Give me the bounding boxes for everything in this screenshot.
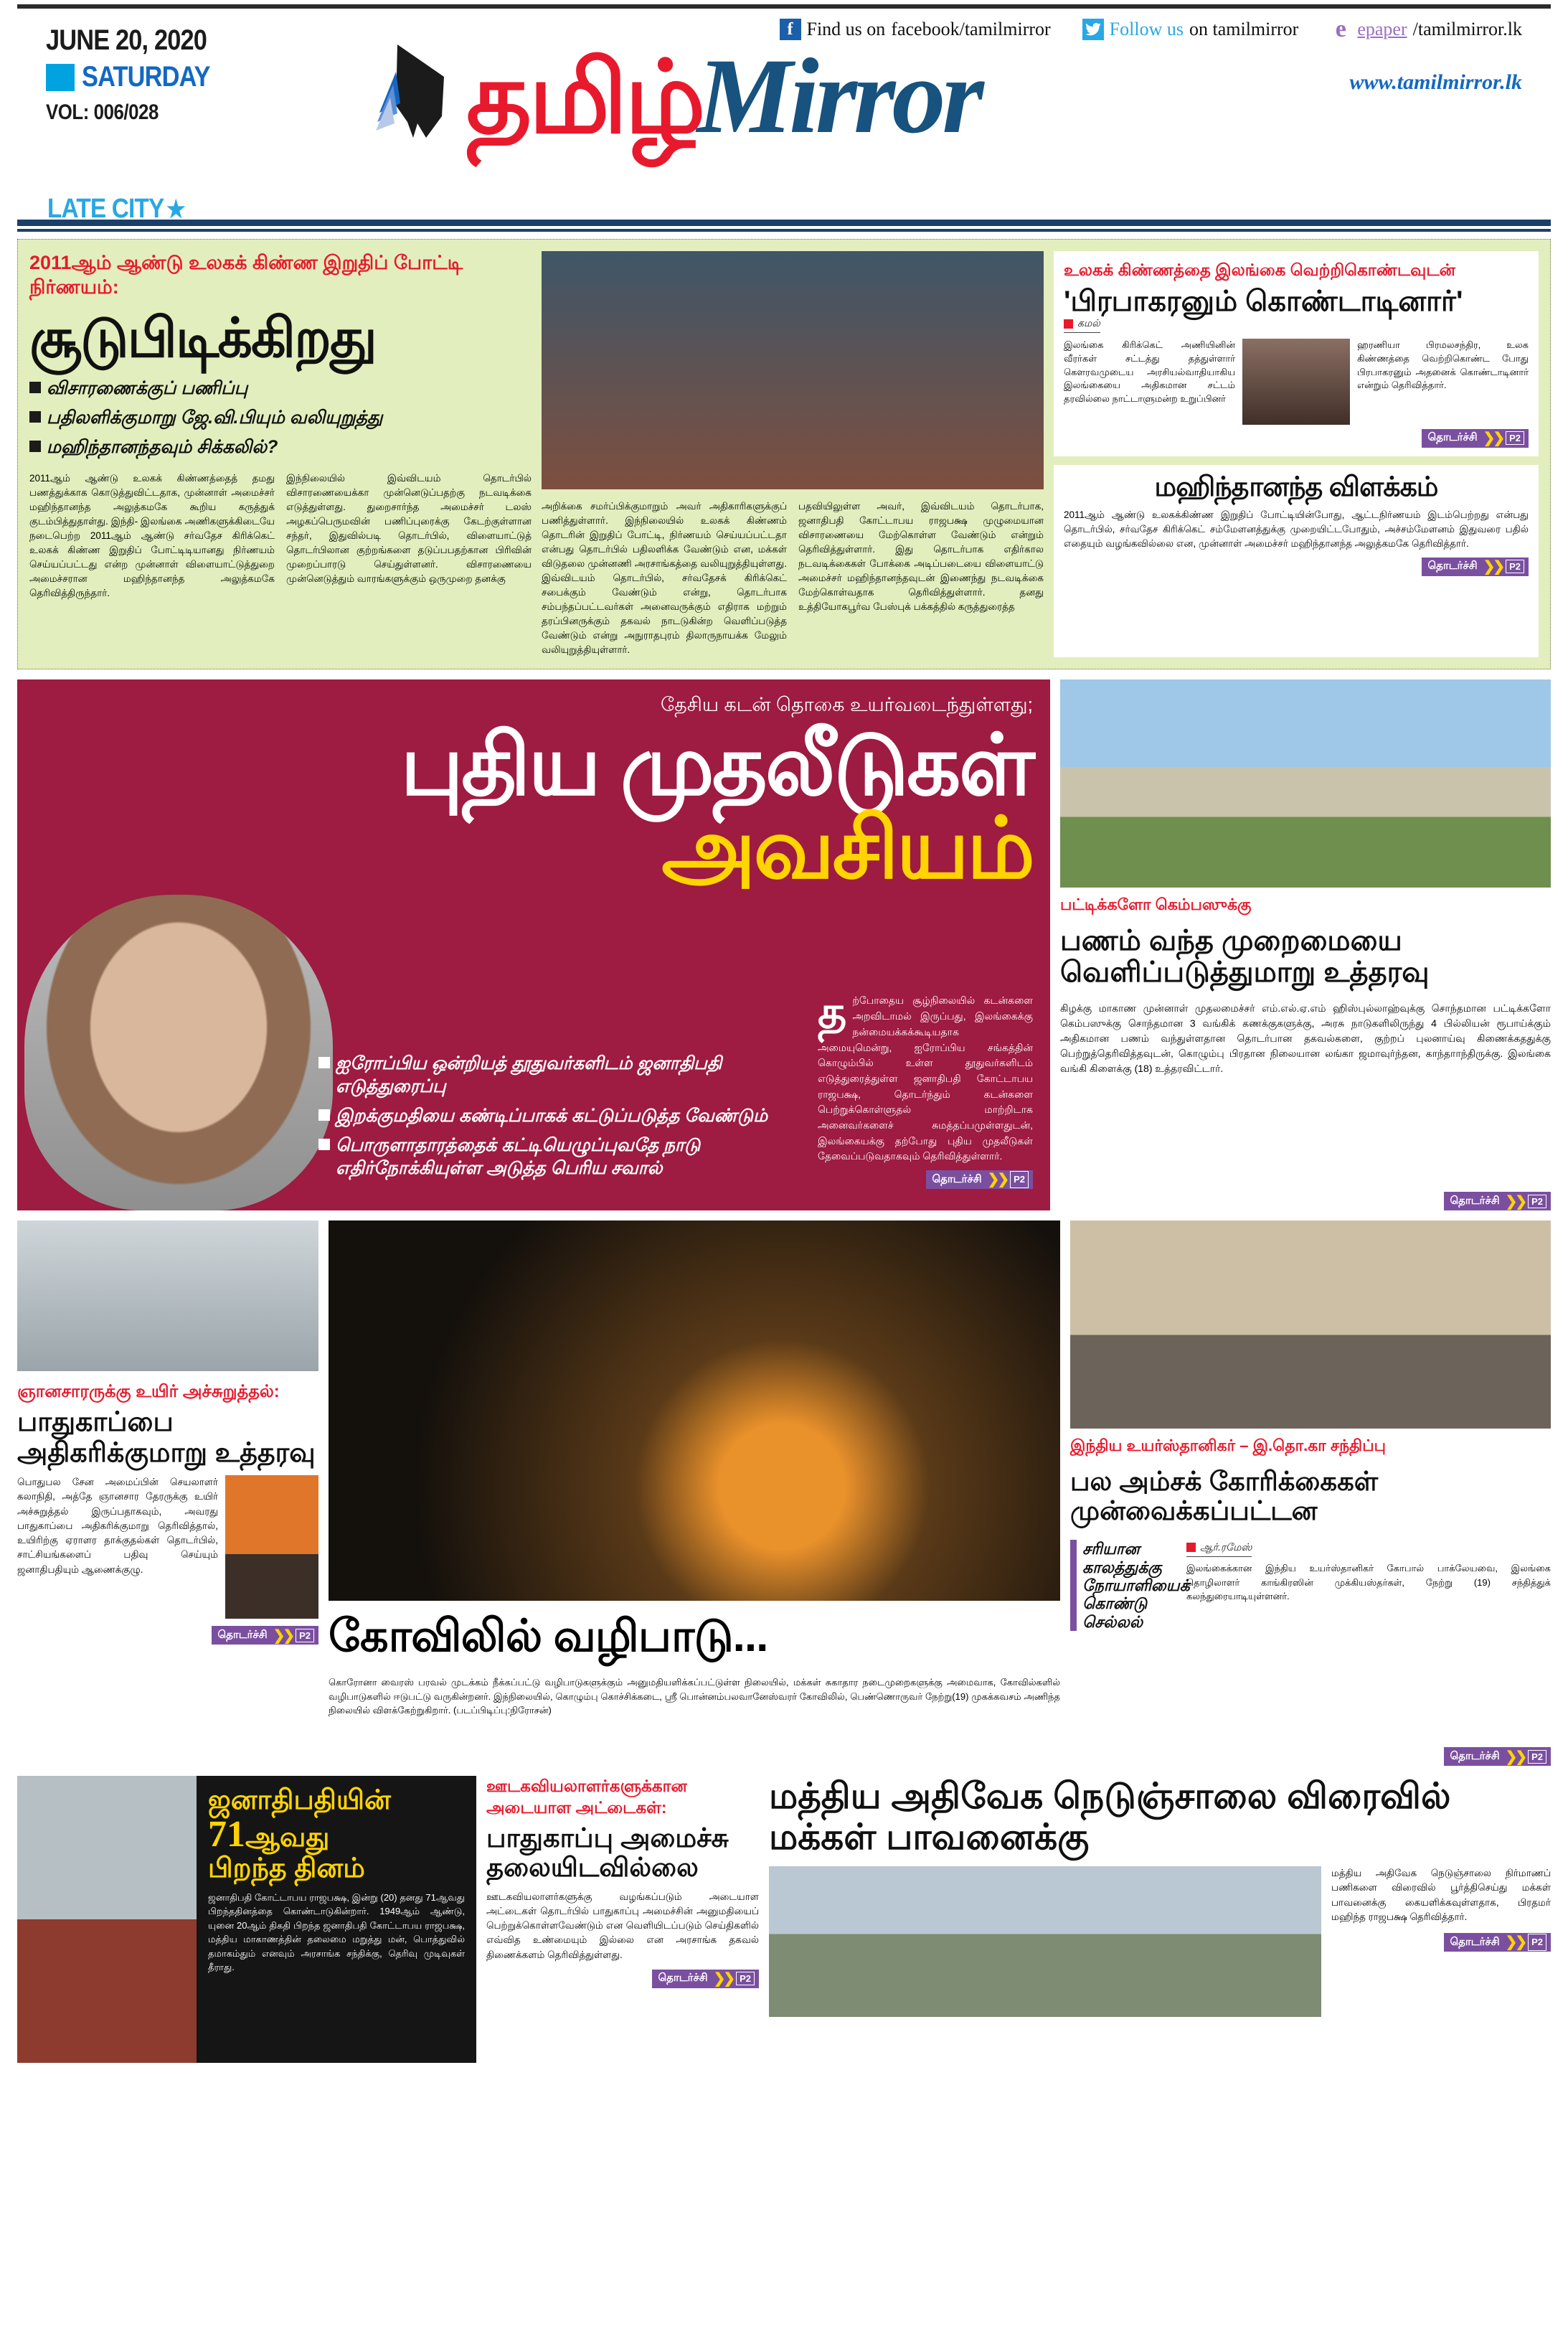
list-item [29, 378, 532, 401]
monk-photo-top [17, 1220, 318, 1371]
eagle-logo-icon [376, 37, 462, 145]
monk-portrait-photo [225, 1475, 318, 1619]
prabhakaran-story [1054, 251, 1539, 456]
edition-text: LATE CITY [47, 194, 164, 224]
byline [1064, 317, 1100, 333]
body-column: இலங்கை கிரிக்கெட் அணியினின் வீரர்கள் சட்டத்து தத்துள்ளார் கௌரவமுடைய அரசியல்வாதியாகிய இலங்கையை அதிகமான சட்டம் தரவில்லை நாட்டாளுமன்ற உறுப்பினர் [1064, 339, 1235, 405]
investment-headline-secondary: அவசியம் [661, 801, 1033, 896]
date-block [46, 24, 283, 125]
cricket-bullets [29, 378, 532, 460]
continuation-page: P2 [1506, 431, 1524, 445]
top-news-section [17, 239, 1551, 669]
media-id-body: ஊடகவியலாளர்களுக்கு வழங்கப்படும் அடையாள அட்டைகள் தொடர்பில் பாதுகாப்பு அமைச்சின் அனுமதியைப் பெற்றுக்கொள்ளவேண்டும் என வெளியிடப்படும் செய்திகளில் எவ்வித உண்மையும் இல்லை என அரசாங்க தகவல் திணைக்களம் தெரிவித்துள்ளது. [486, 1891, 759, 1960]
twitter-icon [1082, 19, 1104, 40]
woman-speaker-photo [1242, 339, 1350, 425]
chevron-right-icon: ❯❯ [987, 1171, 1008, 1187]
investment-body-text: ற்போதைய சூழ்நிலையில் கடன்களை அறவிடாமல் இருப்பது, இலங்கைக்கு நன்மையக்கக்கூடியதாக அமையுமென்று, ஐரோப்பிய சங்கத்தின் கொழும்பில் உள்ள தூதுவர்களிடம் எடுத்துரைத்துள்ள ஜனாதிபதி கோட்டாபய ராஜபக்ஷ, தொடர்ந்தும் கடன்களை பெற்றுக்கொள்ளுதல் மாற்றிடாக அனைவர்களைச் சுமத்தப்பமுள்ளதுடன், இலங்கையக்கு தற்போது புதிய முதலீடுகள் தேவைப்படுவதாகவும் தெரிவித்துள்ளார். [818, 994, 1033, 1162]
investment-story [17, 679, 1050, 1210]
media-id-story [486, 1776, 759, 2063]
birthday-story [17, 1776, 476, 2063]
top-right-stories [1054, 251, 1539, 657]
birthday-number: 71 [208, 1814, 245, 1855]
bullet-square-icon [29, 411, 41, 423]
byline-name: ஆர்.ரமேஸ் [1200, 1541, 1252, 1553]
expressway-inspection-photo [769, 1866, 1321, 2017]
list-item [29, 408, 532, 431]
gnanasara-body: பொதுபல சேன அமைப்பின் செயலாளர் கலாநிதி, அத்தே ஞானசார தேரருக்கு உயிர் அச்சுறுத்தல் இருப்பதாகவும், அவரது பாதுகாப்பை அதிகரிக்குமாறு தெரிவித்தால், உயிரிற்கு ஏராளர தாக்குதல்கள் தொடர்பில், சாட்சியங்களைப் பதிவு செய்யும் ஜனாதிபதியும் ஆணைக்குழு. [17, 1477, 218, 1575]
list-item [29, 437, 532, 460]
quote-text: சரியான காலத்துக்கு நோயாளியைக் கொண்டு செல்லல் [1082, 1540, 1190, 1631]
continuation-page: P2 [736, 1972, 755, 1985]
body-column: அறிக்கை சமர்ப்பிக்குமாறும் அவர் அதிகாரிகளுக்குப் பணித்துள்ளார். இந்நிலையில் உலகக் கிண்ணம் தொடரின் இறுதிப் போட்டி, நிர்ணயம் செய்யப்பட்டதா என்பது தொடர்பில் பதிலளிக்க வேண்டும் என, மக்கள் விடுதலை முன்னணி அரசாங்கத்தை வலியுறுத்தியுள்ளது. இவ்விடயம் தொடர்பில், சர்வதேசக் கிரிக்கெட் சபைக்கும் வேண்டும் என்று, தொடர்பாக சம்பந்தப்பட்டவர்கள் அனைவருக்கும் எதிராக மற்றும் தரப்பினருக்கும் தகவல் நாடடுகின்ற வெளிப்படுத்த வேண்டும் என்று அநுராதபுரம் திலாருநாயக்க மேலும் வலியுறுத்தியுள்ளார். [542, 501, 787, 656]
twitter-highlight: Follow us [1109, 19, 1184, 39]
temple-caption-body: கொரோனா வைரஸ் பரவல் முடக்கம் நீக்கப்பட்டு வழிபாடுகளுக்கும் அனுமதியளிக்கப்பட்டுள்ள நிலையில், மக்கள் சுகாதார நடைமுறைகளுக்கு அமைவாக, கோவில்களில் வழிபாடுகளில் ஈடுபட்டு வருகின்றனர். இந்நிலையில், கொழும்பு கொச்சிக்கடை, ஸ்ரீ பொன்னம்பலவானேஸ்வரர் கோவிலில், பெண்ணொருவர் நேற்று(19) முகக்கவசம் அணிந்த நிலையில் விளக்கேற்றுகிறார். (படப்பிடிப்பு:நிரோசன்) [329, 1677, 1060, 1716]
cricket-kicker: 2011ஆம் ஆண்டு உலகக் கிண்ண இறுதிப் போட்டி நிர்ணயம்: [29, 252, 463, 298]
byline-square-icon [1186, 1543, 1196, 1552]
body-column: 2011ஆம் ஆண்டு உலகக் கிண்ணத்தைத் தமது பணத்துக்காக கொடுத்துவிட்டதாக, முன்னாள் அமைச்சர் மஹிந்தானந்த அலுத்கமகே கூறிய கருத்துக் குடம்பித்துதாள்து. இந்தி- இலங்கை அணிகளுக்கிடையே நடைபெற்ற 2011ஆம் ஆண்டு சர்வதேச கிரிக்கெட் உலகக் கிண்ண இறுதிப் போட்டிடியானது நிர்ணயம் செய்யப்பட்டது என்ற முன்னாள் விளையாட்டுத்துறை அமைச்சரான மஹிந்தானந்த அலுத்கமகே தெரிவித்திருந்தார். [29, 473, 275, 599]
continuation-label: தொடர்ச்சி [658, 1972, 708, 1985]
edition-label [47, 194, 185, 225]
investment-headline-primary: புதிய முதலீடுகள் [400, 718, 1033, 813]
continuation-label: தொடர்ச்சி [1450, 1749, 1500, 1762]
bullet-text: மஹிந்தானந்தவும் சிக்கலில்? [47, 437, 278, 458]
main-news-section [17, 679, 1551, 1210]
birthday-line2: ஆவது [245, 1822, 330, 1853]
list-item [318, 1106, 792, 1129]
expressway-story [769, 1776, 1551, 2063]
birthday-line3: பிறந்த தினம் [208, 1853, 365, 1884]
continuation-label: தொடர்ச்சி [932, 1173, 982, 1186]
commissioner-headline: பல அம்சக் கோரிக்கைகள் முன்வைக்கப்பட்டன [1070, 1466, 1379, 1526]
volume-number: VOL: 006/028 [46, 100, 159, 124]
chevron-right-icon: ❯❯ [1505, 1193, 1526, 1210]
continuation-label: தொடர்ச்சி [217, 1628, 268, 1641]
mahindananda-headline: மஹிந்தானந்த விளக்கம் [1154, 471, 1438, 502]
body-column: ஹரணியா பிரமலசந்திர, உலக கிண்ணத்தை வெற்றிகொண்ட போது பிரபாகரனும் அதனைக் கொண்டாடினார் என்றும் தெரிவித்தார். [1357, 339, 1529, 391]
bullet-text: பதிலளிக்குமாறு ஜே.வி.பியும் வலியுறுத்து [47, 408, 383, 428]
investment-overline: தேசிய கடன் தொகை உயர்வடைந்துள்ளது; [660, 694, 1033, 715]
twitter-link[interactable] [1082, 19, 1299, 40]
continuation-label: தொடர்ச்சி [1427, 431, 1478, 444]
cricket-body-columns [29, 471, 532, 601]
temple-caption-title: கோவிலில் வழிபாடு... [329, 1612, 768, 1661]
chevron-right-icon: ❯❯ [1483, 559, 1503, 575]
mahindananda-story [1054, 465, 1539, 657]
cricket-photo-column [542, 251, 1044, 657]
bullet-square-icon [29, 382, 41, 393]
epaper-highlight: epaper [1357, 19, 1407, 39]
chevron-right-icon: ❯❯ [713, 1971, 734, 1988]
byline [1186, 1540, 1252, 1557]
website-url: www.tamilmirror.lk [1349, 70, 1522, 94]
masthead-rule [17, 220, 1551, 226]
bullet-text: விசாரணைக்குப் பணிப்பு [47, 378, 248, 399]
facebook-handle: facebook/tamilmirror [891, 19, 1051, 39]
continuation-page: P2 [1506, 560, 1524, 573]
birthday-body: ஜனாதிபதி கோட்டாபய ராஜபக்ஷ, இன்று (20) தனது 71ஆவது பிறந்ததினத்தை கொண்டாடுகின்றார். 1949ஆம் ஆண்டு, யுனை 20ஆம் திகதி பிறந்த ஜனாதிபதி கோட்டாபய ராஜபக்ஷ, மத்திய மாகாணத்தின் தலைமை மறுத்து மன், பொத்துவில் தமாகம்தும் எனவும் அரசாங்க சந்திக்கு, தெரிவு முடிவுகள் தீராது. [208, 1891, 465, 1973]
quote-bar-icon [1070, 1540, 1077, 1630]
publication-day: SATURDAY [82, 61, 210, 93]
expressway-body: மத்திய அதிவேக நெடுஞ்சாலை நிர்மாணப் பணிகளை விரைவில் பூர்த்திசெய்து மக்கள் பாவனைக்கு கையளிக்கவுள்ளதாக, பிரதமர் மஹிந்த ராஜபக்ஷ தெரிவித்தார். [1331, 1868, 1551, 1922]
investment-bullets [318, 1053, 792, 1187]
continuation-page: P2 [1528, 1195, 1546, 1208]
twitter-handle: on tamilmirror [1189, 19, 1299, 39]
continuation-label: தொடர்ச்சி [1427, 560, 1478, 573]
batticaloa-campus-story [1060, 679, 1551, 1210]
bullet-text: இறக்குமதியை கண்டிப்பாகக் கட்டுப்படுத்த வேண்டும் [336, 1106, 768, 1126]
chevron-right-icon: ❯❯ [1505, 1934, 1526, 1950]
logo-tamil-text: தமிழ் [466, 41, 703, 154]
chevron-right-icon: ❯❯ [1505, 1749, 1526, 1765]
facebook-prefix: Find us on [806, 19, 886, 39]
commissioner-kicker: இந்திய உயர்ஸ்தானிகர் – இ.தொ.கா சந்திப்பு [1070, 1436, 1386, 1454]
cricket-celebration-photo [542, 251, 1044, 489]
star-icon: ★ [166, 195, 185, 223]
commissioner-body: இலங்கைக்கான இந்திய உயர்ஸ்தானிகர் கோபால் பாக்லேயவை, இலங்கை தொழிலாளர் காங்கிரஸின் முக்கியஸ்தர்கள், நேற்று (19) சந்தித்துக் கலந்துரையாடியுள்ளனர். [1186, 1563, 1551, 1602]
bullet-square-icon [29, 441, 41, 452]
continuation-badge[interactable] [926, 1170, 1033, 1189]
delegation-group-photo [1070, 1220, 1551, 1429]
facebook-icon: f [780, 19, 801, 40]
bottom-news-section [17, 1776, 1551, 2063]
continuation-label: தொடர்ச்சி [1450, 1935, 1500, 1948]
bullet-square-icon [318, 1139, 330, 1150]
epaper-url: /tamilmirror.lk [1412, 19, 1522, 39]
list-item [318, 1053, 792, 1099]
continuation-page: P2 [1528, 1934, 1546, 1951]
expressway-body-wrap [1331, 1866, 1551, 2017]
masthead [17, 9, 1551, 224]
media-id-kicker: ஊடகவியலாளர்களுக்கான அடையாள அட்டைகள்: [486, 1777, 687, 1817]
cricket-story [29, 251, 532, 657]
chevron-right-icon: ❯❯ [273, 1627, 293, 1644]
birthday-headline [208, 1786, 465, 1883]
publication-date: JUNE 20, 2020 [46, 24, 207, 56]
continuation-page: P2 [1528, 1750, 1546, 1764]
continuation-badge[interactable] [1444, 1192, 1551, 1210]
campus-kicker: பட்டிக்களோ கெம்பஸுக்கு [1060, 895, 1252, 913]
continuation-page: P2 [296, 1629, 314, 1642]
campus-body: கிழக்கு மாகாண முன்னாள் முதலமைச்சர் எம்.எல்.ஏ.எம் ஹிஸ்புல்லாஹ்வுக்கு சொந்தமான பட்டிக்களோ கெம்பஸுக்கு சொந்தமான 3 வங்கிக் கணக்குகளுக்கு, அரசு நாடுகளிலிருந்து 4 பில்லியன் ரூபாய்க்கும் அதிகமான பணம் வந்துள்ளதான தொடர்பான தகவல்களை, குற்றப் புலனாய்வு கிணைக்கததுக்கு பெற்றுத்தெரிவித்தவுடன், கொழும்பு பிரதான நிலையான லங்கா ஜமாவுர்ந்தன, காந்தாாந்திருக்கு. இலங்கை வங்கி கிளைக்கு (18) உத்தரவிட்டார். [1060, 1002, 1551, 1074]
media-id-headline: பாதுகாப்பு அமைச்சு தலையிடவில்லை [486, 1822, 729, 1883]
president-monk-photo [17, 1776, 197, 2063]
bullet-text: பொருளாதாரத்தைக் கட்டியெழுப்புவதே நாடு எதிர்நோக்கியுள்ள அடுத்த பெரிய சவால் [336, 1135, 701, 1178]
day-swatch [46, 64, 75, 91]
expressway-headline: மத்திய அதிவேக நெடுஞ்சாலை விரைவில் மக்கள் பாவனைக்கு [769, 1776, 1451, 1857]
continuation-badge[interactable] [1444, 1747, 1551, 1766]
pull-quote [1070, 1540, 1190, 1631]
president-portrait-photo [24, 895, 333, 1210]
continuation-label: தொடர்ச்சி [1450, 1194, 1500, 1207]
bullet-text: ஐரோப்பிய ஒன்றியத் தூதுவர்களிடம் ஜனாதிபதி எடுத்துரைப்பு [336, 1053, 722, 1096]
third-news-section [17, 1220, 1551, 1766]
investment-body [818, 988, 1033, 1189]
temple-oil-lamps-photo [329, 1220, 1060, 1601]
prabhakaran-headline: 'பிரபாகரனும் கொண்டாடினார்' [1064, 285, 1463, 317]
masthead-rule-thin [17, 229, 1551, 232]
byline-square-icon [1064, 319, 1073, 329]
parliament-building-photo [1060, 679, 1551, 888]
temple-worship-feature [329, 1220, 1060, 1766]
body-column: பதவியிலுள்ள அவர், இவ்விடயம் தொடர்பாக, ஜனாதிபதி கோட்டாபய ராஜபக்ஷ முழுமையான விசாரணையை மேற்கொள்ள வேண்டும் என்றும் தெரிவித்துள்ளார். இது தொடர்பாக எதிர்கால நடவடிக்கைகள் போக்கை அடிப்படையை விளையாட்டு அமைச்சர் மஹிந்தானந்தவுடன் இணைந்து நடவடிக்கை மேற்கொள்வதாக தெரிவித்துள்ளார். தனது உத்தியோகபூர்வ பேஸ்புக் பக்கத்தில் கருத்துரைத்த [798, 501, 1044, 613]
high-commissioner-story [1070, 1220, 1551, 1766]
bullet-square-icon [318, 1109, 330, 1121]
body-column: இந்நிலையில் இவ்விடயம் தொடர்பில் விசாரணையைக்கா முன்னெடுப்பதற்கு நடவடிக்கை எடுத்துள்ளது. துறைசார்ந்த அமைச்சர் டலஸ் அழகப்பெருமவின் பணிப்புரைக்கு கேடற்குள்ளான சந்தர், இதுவில்படி தொடர்பில், விளையாட்டுத் தொடர்பிலான குற்றங்களை தடுப்பபதற்கான பிரிவின் முறைப்பாரடு செய்துள்ளனர். விசாரணையை முன்னெடுத்தும் வாரங்களுக்கும் ஒருமுறை தனக்கு [286, 473, 532, 585]
cricket-headline: சூடுபிடிக்கிறது [29, 307, 376, 369]
byline-name: கமல் [1077, 316, 1100, 329]
epaper-link[interactable] [1330, 16, 1522, 42]
continuation-badge[interactable] [652, 1970, 759, 1988]
campus-headline: பணம் வந்த முறைமையை வெளிப்படுத்துமாறு உத்தரவு [1060, 924, 1430, 988]
continuation-badge[interactable] [1422, 429, 1529, 448]
continuation-badge[interactable] [1444, 1933, 1551, 1952]
newspaper-front-page [0, 4, 1568, 2352]
gnanasara-story [17, 1220, 318, 1766]
mahindananda-body: 2011ஆம் ஆண்டு உலகக்கிண்ண இறுதிப் போட்டியின்போது, ஆட்டநிர்ணயம் இடம்பெற்றது என்பது தொடர்பில், சர்வதேச கிரிக்கெட் சம்மேளனத்துக்கு முறையிட்டபோதும், அச்சம்மேளனம் இதுவரை பதில் எதையும் வழங்கவில்லை என, முன்னாள் அமைச்சர் மஹிந்தானந்த அலுத்கமகே தெரிவித்தார். [1064, 509, 1529, 550]
continuation-badge[interactable] [212, 1626, 318, 1645]
commissioner-body-wrap [1186, 1540, 1551, 1630]
logo-english-text: Mirror [696, 37, 981, 156]
prabhakaran-kicker: உலகக் கிண்ணத்தை இலங்கை வெற்றிகொண்டவுடன் [1064, 260, 1455, 279]
drop-cap: த [818, 988, 847, 1038]
gnanasara-kicker: ஞானசாரருக்கு உயிர் அச்சுறுத்தல்: [17, 1382, 280, 1401]
epaper-icon: e [1330, 19, 1351, 40]
continuation-page: P2 [1010, 1171, 1029, 1188]
masthead-logo [376, 37, 981, 156]
chevron-right-icon: ❯❯ [1483, 431, 1503, 447]
birthday-line1: ஜனாதிபதியின் [208, 1785, 391, 1815]
gnanasara-headline: பாதுகாப்பை அதிகரிக்குமாறு உத்தரவு [17, 1407, 316, 1468]
continuation-badge[interactable] [1422, 558, 1529, 576]
bullet-square-icon [318, 1057, 330, 1068]
list-item [318, 1135, 792, 1181]
